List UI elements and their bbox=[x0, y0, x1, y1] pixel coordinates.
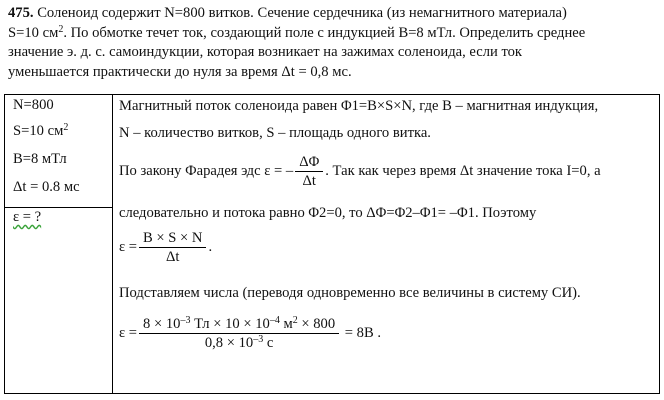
formula-2: ε = $\frac{8 \times 10^{-3} Тл \times 10 \times 10^{-4} м^2 \times 800}{0,8 \times 10^{-3} с}$ = 8B . bbox=[119, 315, 381, 351]
fraction-numeric: $\frac{8 \times 10^{-3} Тл \times 10 \times 10^{-4} м^2 \times 800}{0,8 \times 10^{-3} с}$ bbox=[139, 315, 339, 352]
problem-statement bbox=[8, 4, 658, 82]
faraday-law-line: По закону Фарадея эдс ε = – $\frac{\Delta\Phi}{\Delta t}$ . Так как через время Δt значение тока I=0, а bbox=[119, 154, 601, 189]
column-divider bbox=[112, 95, 113, 393]
solution-para-1a: Магнитный поток соленоида равен Φ1=B×S×N, где B – магнитная индукция, bbox=[119, 98, 599, 114]
given-dt: Δt = 0.8 мс bbox=[13, 179, 80, 195]
fraction-bsn-dt: $\frac{B \times S \times N}{\Delta t}$ bbox=[139, 229, 206, 266]
problem-line-4: уменьшается практически до нуля за время Δt = 0,8 мс. bbox=[8, 63, 352, 80]
fraction-dphi-dt: $\frac{\Delta\Phi}{\Delta t}$ bbox=[295, 153, 323, 190]
solution-para-1b: N – количество витков, S – площадь одного витка. bbox=[119, 125, 431, 141]
given-n: N=800 bbox=[13, 97, 54, 113]
formula-1: ε = $\frac{B \times S \times N}{\Delta t}$ . bbox=[119, 230, 213, 265]
given-s: S=10 $см^2$ bbox=[13, 122, 69, 139]
problem-line-3: значение э. д. с. самоиндукции, которая возникает на зажимах соленоида, если ток bbox=[8, 44, 523, 60]
solution-para-3: следовательно и потока равно Φ2=0, то ΔΦ=Φ2–Φ1= –Φ1. Поэтому bbox=[119, 205, 537, 221]
solution-para-4: Подставляем числа (переводя одновременно все величины в систему СИ). bbox=[119, 285, 581, 301]
solution-table bbox=[4, 94, 660, 394]
problem-number: 475. bbox=[8, 5, 34, 21]
find-value: ε = ? bbox=[13, 209, 42, 225]
problem-line-1: 475. Соленоид содержит N=800 витков. Сечение сердечника (из немагнитного материала) bbox=[8, 5, 567, 21]
problem-line-2: S=10 $см^2$. По обмотке течет ток, создающий поле с индукцией B=8 мТл. Определить среднее bbox=[8, 23, 586, 41]
given-b: B=8 мТл bbox=[13, 151, 67, 167]
given-divider bbox=[5, 207, 112, 208]
